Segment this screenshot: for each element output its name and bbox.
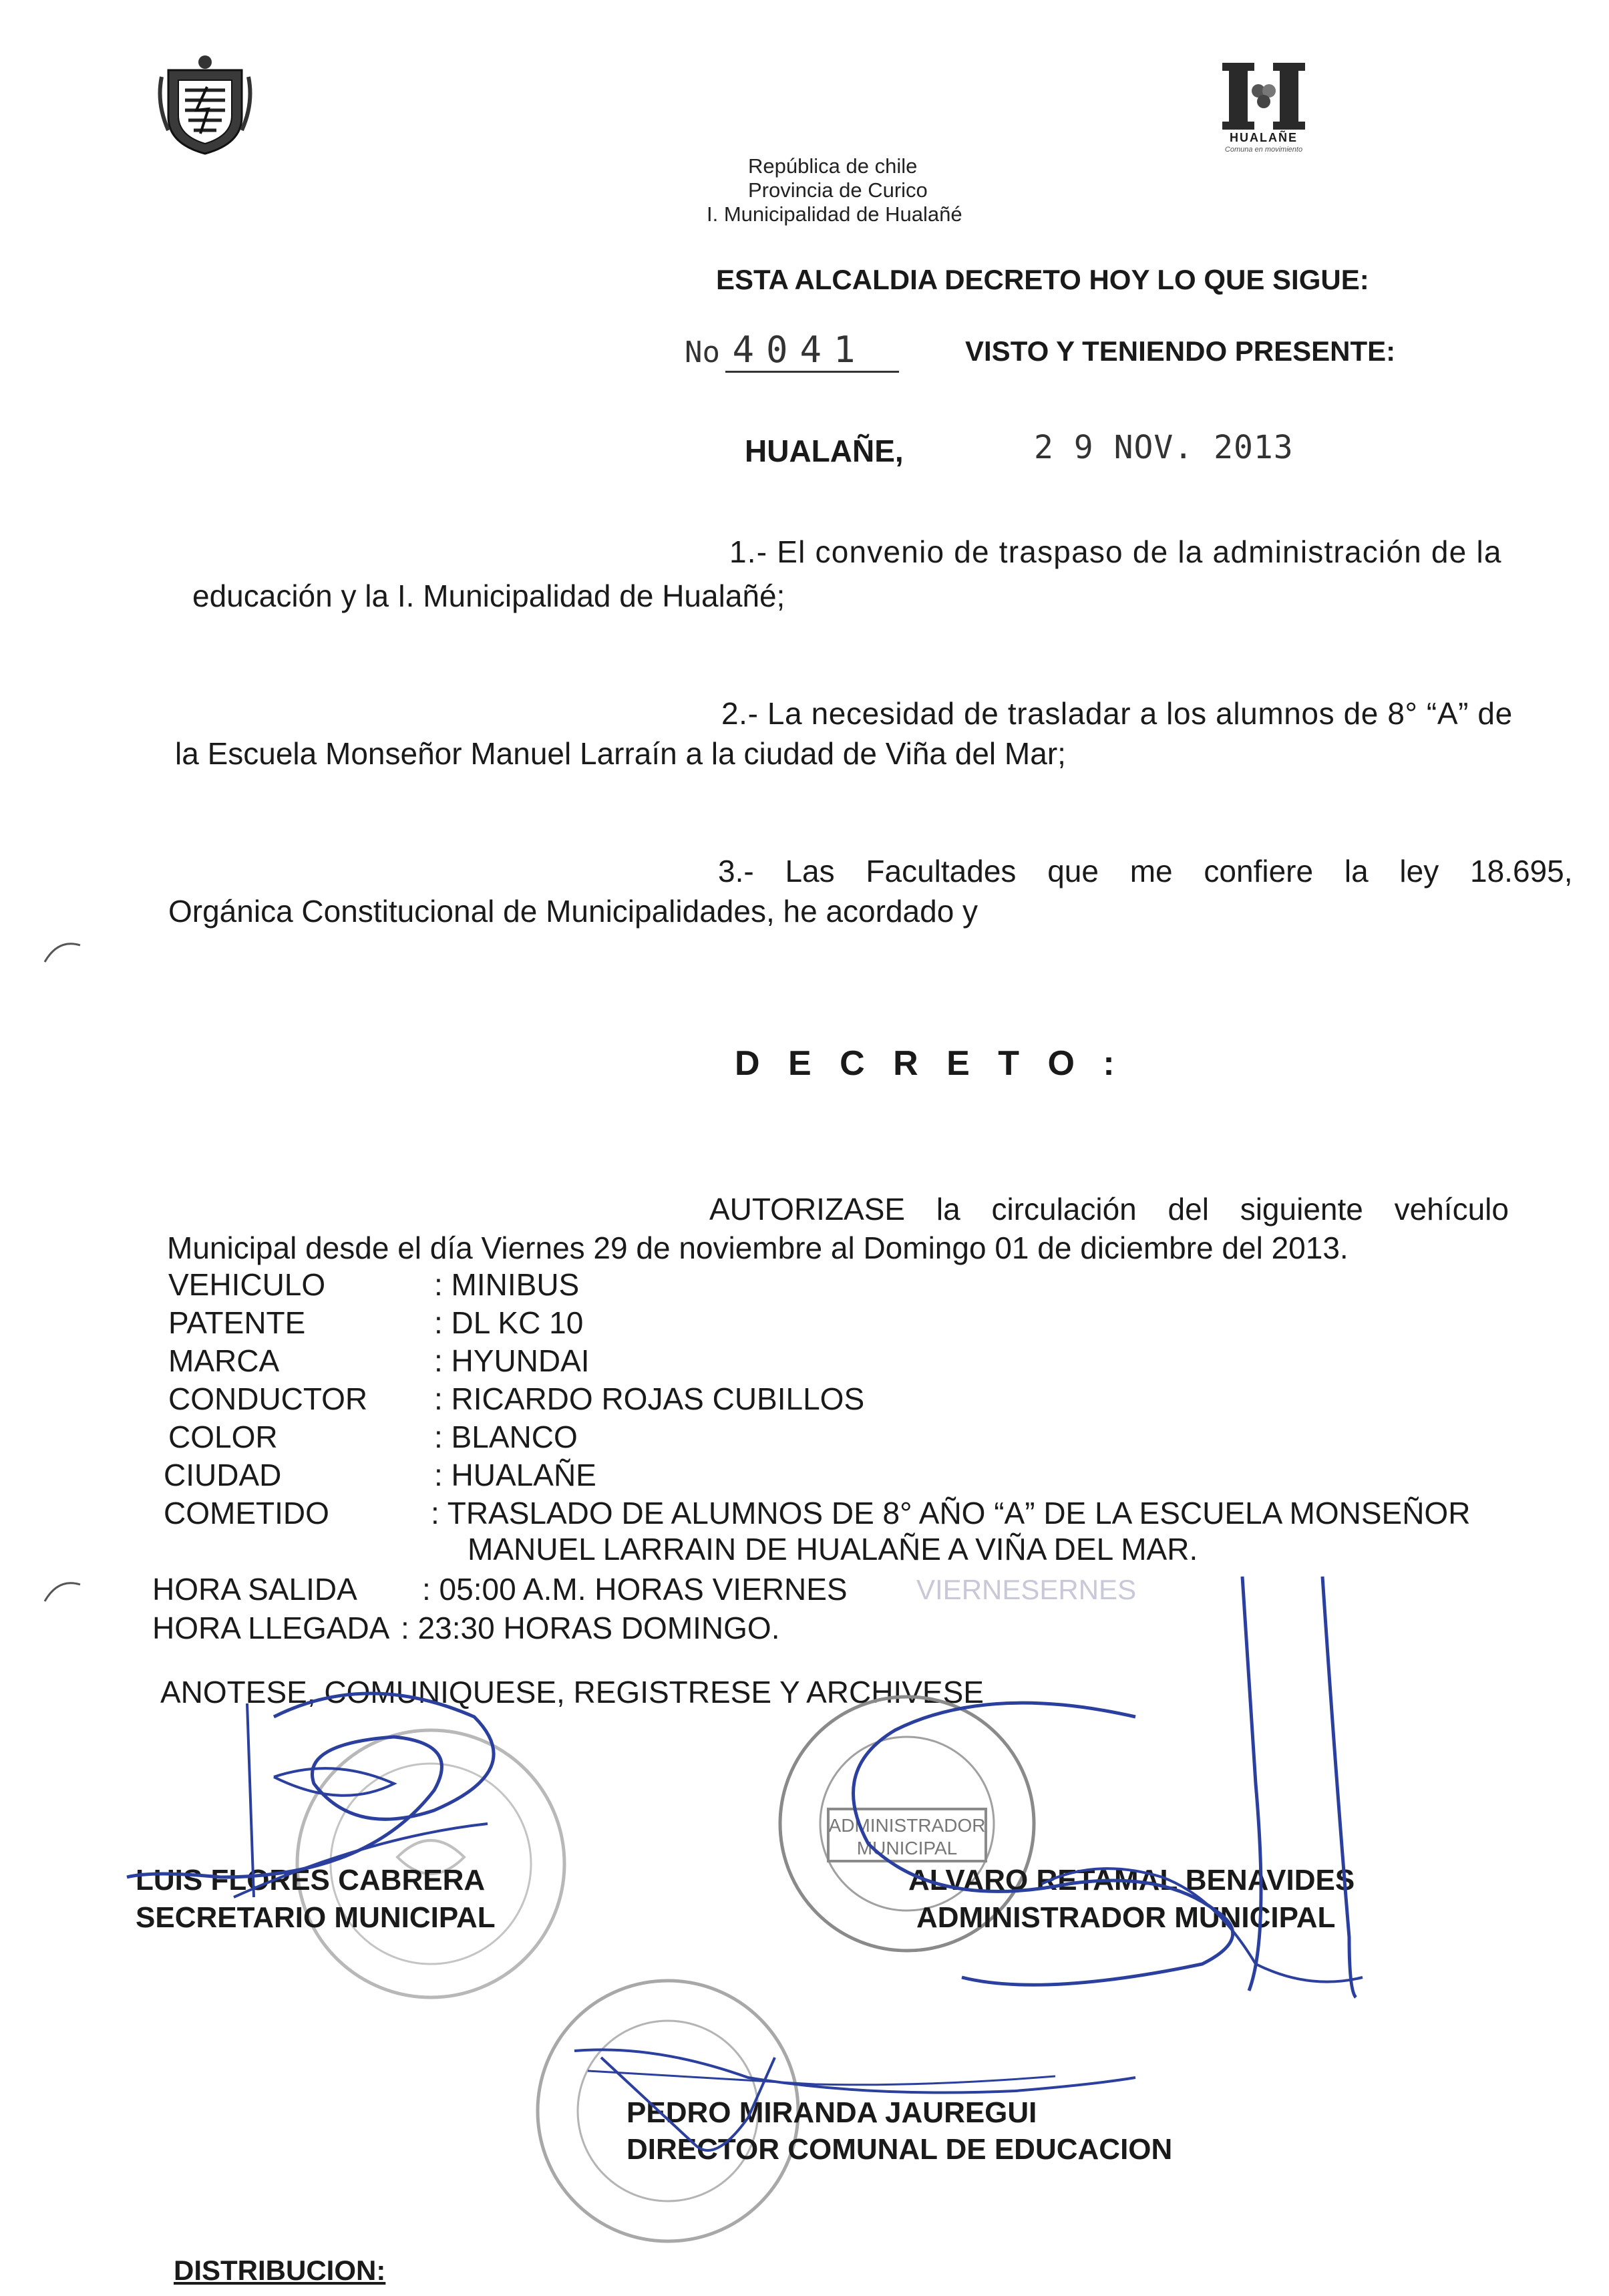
decree-number: 4041 <box>725 329 899 373</box>
field-color-label: COLOR <box>168 1420 278 1454</box>
field-vehiculo-label: VEHICULO <box>168 1267 326 1302</box>
field-ciudad-value: : HUALAÑE <box>434 1458 596 1492</box>
distribution-heading: DISTRIBUCION: <box>174 2255 386 2286</box>
signature-secretario-title: SECRETARIO MUNICIPAL <box>136 1901 496 1934</box>
handwritten-signature-secretario <box>114 1677 581 1931</box>
handwritten-signature-administrador <box>788 1563 1389 2004</box>
logo-tagline: Comuna en movimiento <box>1224 146 1303 154</box>
header-municipality: I. Municipalidad de Hualañé <box>707 202 962 226</box>
hora-salida-ghost-text: VIERNESERNES <box>916 1574 1137 1605</box>
field-marca-value: : HYUNDAI <box>434 1343 590 1378</box>
signature-secretario-name: LUIS FLORES CABRERA <box>136 1864 486 1897</box>
signature-educacion-name: PEDRO MIRANDA JAUREGUI <box>627 2096 1037 2129</box>
consideration-3-line2: Orgánica Constitucional de Municipalidades, he acordado y <box>168 894 978 929</box>
authorization-line1: AUTORIZASE la circulación del siguiente vehículo <box>709 1192 1509 1226</box>
stamp-admin-line1: ADMINISTRADOR <box>828 1815 986 1836</box>
consideration-2-line2: la Escuela Monseñor Manuel Larraín a la ciudad de Viña del Mar; <box>175 736 1066 771</box>
header-republic: República de chile <box>748 154 918 178</box>
consideration-2-line1: 2.- La necesidad de trasladar a los alumnos de 8° “A” de <box>721 696 1513 731</box>
handwritten-signature-educacion <box>548 2017 1162 2204</box>
hora-llegada-label: HORA LLEGADA <box>152 1611 390 1645</box>
decreto-title: D E C R E T O : <box>735 1044 1124 1083</box>
decree-place: HUALAÑE, <box>745 434 904 468</box>
consideration-1-line1: 1.- El convenio de traspaso de la administración de la <box>729 534 1502 569</box>
signature-administrador-name: ALVARO RETAMAL BENAVIDES <box>908 1864 1355 1897</box>
punch-mark-bottom <box>41 1578 81 1605</box>
hualane-logo <box>1217 59 1310 172</box>
signature-administrador-title: ADMINISTRADOR MUNICIPAL <box>916 1901 1336 1934</box>
field-patente-value: : DL KC 10 <box>434 1305 584 1340</box>
hora-llegada-value: : 23:30 HORAS DOMINGO. <box>401 1611 780 1645</box>
consideration-1-line2: educación y la I. Municipalidad de Hualañé; <box>192 579 785 613</box>
consideration-3-line1: 3.- Las Facultades que me confiere la ley 18.695, <box>718 854 1573 888</box>
hora-salida-label: HORA SALIDA <box>152 1572 357 1607</box>
stamp-admin-line2: MUNICIPAL <box>856 1838 958 1858</box>
signature-educacion-title: DIRECTOR COMUNAL DE EDUCACION <box>627 2133 1173 2166</box>
field-color-value: : BLANCO <box>434 1420 578 1454</box>
decree-number-prefix: No <box>685 335 720 369</box>
closing-line: ANOTESE, COMUNIQUESE, REGISTRESE Y ARCHIVESE <box>160 1675 984 1709</box>
logo-name: HUALAÑE <box>1230 131 1298 144</box>
visto-heading: VISTO Y TENIENDO PRESENTE: <box>965 335 1396 367</box>
decree-date: 2 9 NOV. 2013 <box>1034 429 1294 466</box>
coat-of-arms-logo <box>155 50 255 157</box>
coat-of-arms-icon <box>155 50 255 157</box>
decree-number-block <box>685 329 899 373</box>
hualane-h-logo-icon <box>1217 59 1310 134</box>
hora-salida-value: : 05:00 A.M. HORAS VIERNES <box>422 1572 848 1607</box>
field-marca-label: MARCA <box>168 1343 280 1378</box>
decree-heading: ESTA ALCALDIA DECRETO HOY LO QUE SIGUE: <box>716 264 1369 295</box>
field-cometido-label: COMETIDO <box>164 1496 329 1530</box>
header-province: Provincia de Curico <box>748 178 928 202</box>
punch-mark-top <box>41 939 81 965</box>
field-ciudad-label: CIUDAD <box>164 1458 282 1492</box>
field-cometido-value: : TRASLADO DE ALUMNOS DE 8° AÑO “A” DE LA ESCUELA MONSEÑOR <box>431 1496 1471 1530</box>
authorization-line2: Municipal desde el día Viernes 29 de noviembre al Domingo 01 de diciembre del 2013. <box>167 1231 1349 1265</box>
field-conductor-label: CONDUCTOR <box>168 1381 368 1416</box>
field-cometido-line2: MANUEL LARRAIN DE HUALAÑE A VIÑA DEL MAR. <box>468 1532 1198 1567</box>
field-conductor-value: : RICARDO ROJAS CUBILLOS <box>434 1381 865 1416</box>
field-vehiculo-value: : MINIBUS <box>434 1267 580 1302</box>
field-patente-label: PATENTE <box>168 1305 306 1340</box>
